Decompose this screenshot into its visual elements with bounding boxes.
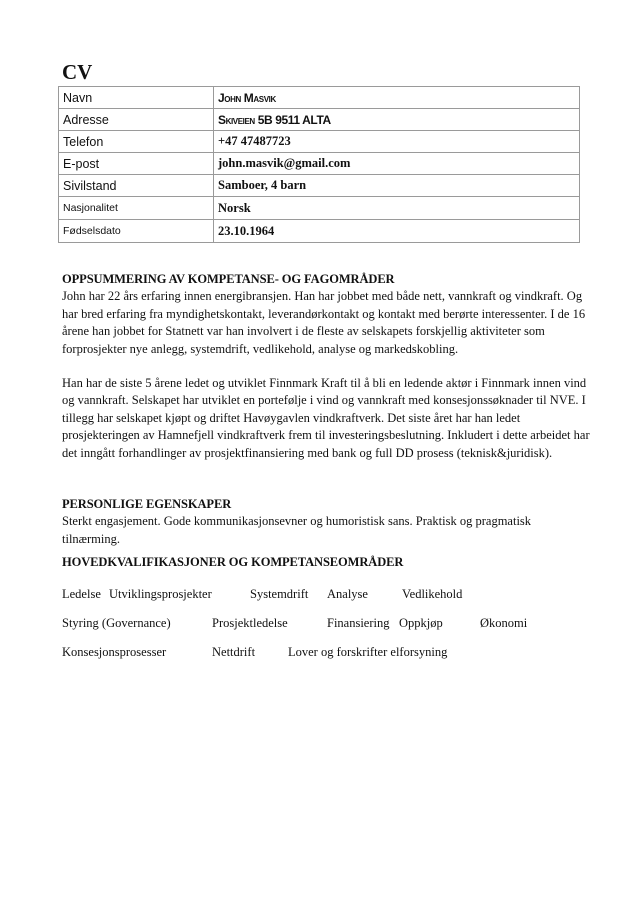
skill-item: Utviklingsprosjekter xyxy=(109,587,212,601)
qualifications-heading-wrap xyxy=(62,554,592,571)
skill-item: Prosjektledelse xyxy=(212,616,288,630)
qualifications-list xyxy=(62,587,582,662)
skill-row xyxy=(62,616,582,633)
label-phone: Telefon xyxy=(59,131,214,153)
skill-item: Oppkjøp xyxy=(399,616,443,630)
page-title: CV xyxy=(62,60,93,84)
skill-row xyxy=(62,587,582,604)
personal-info-table xyxy=(58,86,580,243)
personal-traits-text: Sterkt engasjement. Gode kommunikasjonsevner og humoristisk sans. Praktisk og pragmatisk tilnærming. xyxy=(62,514,532,546)
skill-item: Økonomi xyxy=(480,616,528,630)
value-marital-status: Samboer, 4 barn xyxy=(214,175,580,197)
skill-item: Styring (Governance) xyxy=(62,616,171,630)
skill-item: Konsesjonsprosesser xyxy=(62,645,167,659)
table-row xyxy=(59,153,580,175)
value-address: Skiveien 5B 9511 ALTA xyxy=(214,109,580,131)
label-nationality: Nasjonalitet xyxy=(59,197,214,220)
summary-heading: OPPSUMMERING AV KOMPETANSE- OG FAGOMRÅDER xyxy=(62,272,395,286)
label-birthdate: Fødselsdato xyxy=(59,220,214,243)
label-address: Adresse xyxy=(59,109,214,131)
table-row xyxy=(59,109,580,131)
skill-row xyxy=(62,645,582,662)
label-name: Navn xyxy=(59,87,214,109)
skill-item: Ledelse xyxy=(62,587,101,601)
summary-paragraph-2: Han har de siste 5 årene ledet og utviklet Finnmark Kraft til å bli en ledende aktør i Finnmark innen vind og vannkraft. Selskapet har utviklet en portefølje i vind og vannkraft med konsesjonssøknader til NVE. I tillegg har selskapet kjøpt og driftet Havøygavlen vindkraftverk. Det siste året har han ledet prosjekteringen av Hamnefjell vindkraftverk frem til investeringsbeslutning. Inkludert i dette arbeidet har det inngått forhandlinger av prosjektfinansiering med bank og full DD prosess (teknisk&juridisk). xyxy=(62,376,590,460)
skill-item: Analyse xyxy=(327,587,368,601)
value-phone: +47 47487723 xyxy=(214,131,580,153)
skill-item: Vedlikehold xyxy=(402,587,463,601)
label-email: E-post xyxy=(59,153,214,175)
table-row xyxy=(59,220,580,243)
value-name: John Masvik xyxy=(214,87,580,109)
table-row xyxy=(59,87,580,109)
table-row xyxy=(59,197,580,220)
skill-item: Systemdrift xyxy=(250,587,309,601)
table-row xyxy=(59,131,580,153)
skill-item: Finansiering xyxy=(327,616,390,630)
personal-traits-section xyxy=(62,496,592,548)
summary-paragraph-1: John har 22 års erfaring innen energibransjen. Han har jobbet med både nett, vannkraft og vindkraft. Og har bred erfaring fra myndighetskontakt, leverandørkontakt og kontakt med berørte interessenter. I de 16 årene han jobbet for Statnett var han involvert i de fleste av selskapets forskjellig aktiviteter som forprosjekter nye anlegg, systemdrift, vedlikehold, analyse og markedskobling. xyxy=(62,289,586,356)
skill-item: Lover og forskrifter elforsyning xyxy=(288,645,448,659)
label-marital-status: Sivilstand xyxy=(59,175,214,197)
value-nationality: Norsk xyxy=(214,197,580,220)
value-birthdate: 23.10.1964 xyxy=(214,220,580,243)
personal-traits-heading: PERSONLIGE EGENSKAPER xyxy=(62,497,232,511)
skill-item: Nettdrift xyxy=(212,645,256,659)
qualifications-heading: HOVEDKVALIFIKASJONER OG KOMPETANSEOMRÅDER xyxy=(62,555,404,569)
summary-section xyxy=(62,271,592,462)
table-row xyxy=(59,175,580,197)
value-email: john.masvik@gmail.com xyxy=(214,153,580,175)
